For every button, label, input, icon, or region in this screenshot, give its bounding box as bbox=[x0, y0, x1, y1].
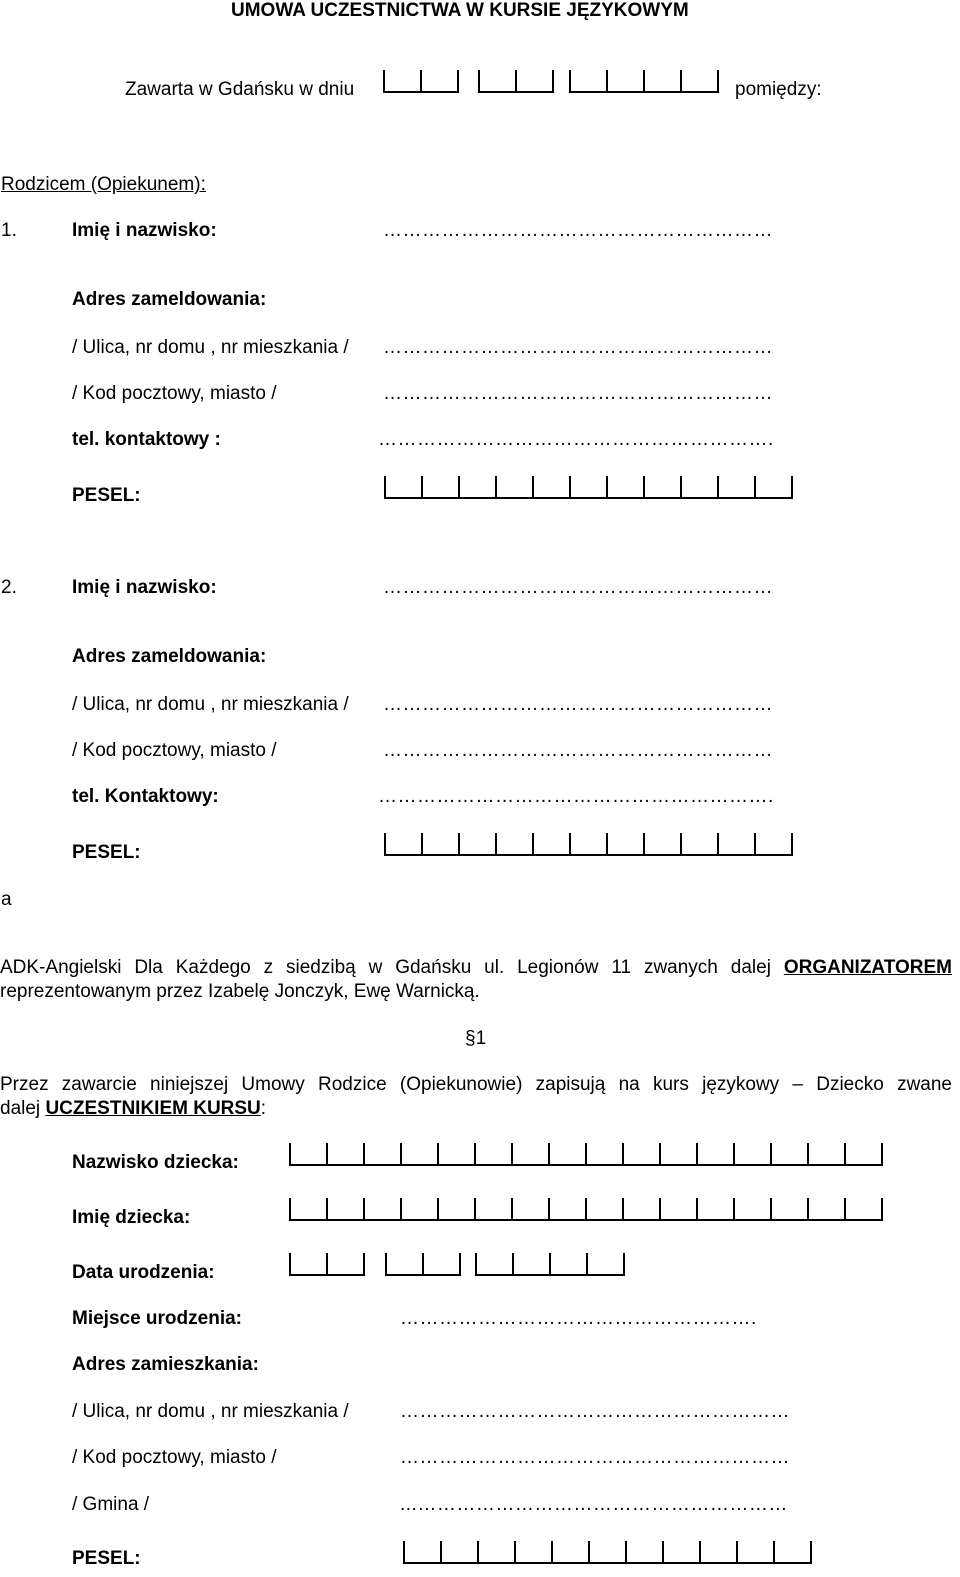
date-year-boxes[interactable] bbox=[569, 70, 719, 94]
parents-heading: Rodzicem (Opiekunem): bbox=[1, 174, 206, 195]
character-box[interactable] bbox=[403, 1541, 440, 1564]
parent1-pesel-label: PESEL: bbox=[72, 485, 141, 506]
participant-term: UCZESTNIKIEM KURSU bbox=[45, 1098, 261, 1119]
character-box[interactable] bbox=[588, 1541, 625, 1564]
parent2-postal-field[interactable]: …………………………………………………… bbox=[383, 741, 773, 760]
character-box[interactable] bbox=[680, 833, 717, 856]
character-box[interactable] bbox=[532, 833, 569, 856]
character-box[interactable] bbox=[736, 1541, 773, 1564]
character-box[interactable] bbox=[515, 70, 554, 93]
character-box[interactable] bbox=[625, 1541, 662, 1564]
enrollment-line-2-prefix: dalej bbox=[0, 1098, 41, 1119]
character-box[interactable] bbox=[569, 476, 606, 499]
character-box[interactable] bbox=[643, 833, 680, 856]
character-box[interactable] bbox=[437, 1198, 474, 1221]
character-box[interactable] bbox=[384, 476, 421, 499]
enrollment-paragraph bbox=[0, 1073, 952, 1121]
character-box[interactable] bbox=[680, 70, 719, 93]
date-month-boxes[interactable] bbox=[478, 70, 554, 94]
parent1-phone-field[interactable]: ……………………………………………………. bbox=[378, 430, 774, 449]
character-box[interactable] bbox=[385, 1253, 422, 1276]
character-box[interactable] bbox=[512, 1253, 549, 1276]
character-box[interactable] bbox=[458, 476, 495, 499]
child-birthdate-label: Data urodzenia: bbox=[72, 1262, 215, 1283]
parent1-name-label: Imię i nazwisko: bbox=[72, 220, 217, 241]
character-box[interactable] bbox=[606, 476, 643, 499]
character-box[interactable] bbox=[717, 476, 754, 499]
child-birthplace-field[interactable]: ………………………………………………. bbox=[400, 1309, 757, 1328]
parent1-name-field[interactable]: …………………………………………………… bbox=[383, 221, 773, 240]
character-box[interactable] bbox=[363, 1143, 400, 1166]
character-box[interactable] bbox=[733, 1198, 770, 1221]
character-box[interactable] bbox=[363, 1198, 400, 1221]
character-box[interactable] bbox=[606, 70, 643, 93]
child-firstname-boxes[interactable] bbox=[289, 1198, 883, 1222]
parent2-name-label: Imię i nazwisko: bbox=[72, 577, 217, 598]
character-box[interactable] bbox=[548, 1198, 585, 1221]
organizer-term: ORGANIZATOREM bbox=[783, 957, 952, 978]
child-municipality-label: / Gmina / bbox=[72, 1494, 150, 1515]
contract-place-date-label: Zawarta w Gdańsku w dniu bbox=[125, 79, 355, 100]
child-pesel-label: PESEL: bbox=[72, 1548, 141, 1569]
organizer-line-1 bbox=[0, 956, 952, 980]
character-box[interactable] bbox=[511, 1143, 548, 1166]
child-postal-field[interactable]: …………………………………………………… bbox=[400, 1448, 790, 1467]
enrollment-line-1: Przez zawarcie niniejszej Umowy Rodzice (Opiekunowie) zapisują na kurs językowy – Dziecko zwane bbox=[0, 1074, 952, 1095]
parent1-address-label: Adres zameldowania: bbox=[72, 289, 267, 310]
character-box[interactable] bbox=[606, 833, 643, 856]
character-box[interactable] bbox=[717, 833, 754, 856]
character-box[interactable] bbox=[477, 1541, 514, 1564]
character-box[interactable] bbox=[754, 833, 793, 856]
contract-date-field[interactable] bbox=[383, 70, 459, 94]
character-box[interactable] bbox=[326, 1253, 365, 1276]
character-box[interactable] bbox=[400, 1143, 437, 1166]
character-box[interactable] bbox=[514, 1541, 551, 1564]
organizer-paragraph bbox=[0, 956, 952, 1004]
organizer-line-2: reprezentowanym przez Izabelę Jonczyk, Ewę Warnicką. bbox=[0, 981, 480, 1002]
character-box[interactable] bbox=[548, 1143, 585, 1166]
between-label: pomiędzy: bbox=[735, 79, 822, 100]
character-box[interactable] bbox=[532, 476, 569, 499]
character-box[interactable] bbox=[643, 70, 680, 93]
child-municipality-field[interactable]: ...………………………………………………… bbox=[400, 1495, 788, 1514]
parent2-postal-label: / Kod pocztowy, miasto / bbox=[72, 740, 277, 761]
child-birthplace-label: Miejsce urodzenia: bbox=[72, 1308, 242, 1329]
character-box[interactable] bbox=[478, 70, 515, 93]
document-title: UMOWA UCZESTNICTWA W KURSIE JĘZYKOWYM bbox=[231, 0, 689, 21]
character-box[interactable] bbox=[475, 1253, 512, 1276]
character-box[interactable] bbox=[289, 1143, 326, 1166]
character-box[interactable] bbox=[383, 70, 420, 93]
character-box[interactable] bbox=[421, 476, 458, 499]
character-box[interactable] bbox=[807, 1143, 844, 1166]
character-box[interactable] bbox=[844, 1198, 883, 1221]
parent1-street-label: / Ulica, nr domu , nr mieszkania / bbox=[72, 337, 349, 358]
parent1-postal-label: / Kod pocztowy, miasto / bbox=[72, 383, 277, 404]
child-street-field[interactable]: …………………………………………………… bbox=[400, 1402, 790, 1421]
character-box[interactable] bbox=[696, 1198, 733, 1221]
character-box[interactable] bbox=[770, 1143, 807, 1166]
character-box[interactable] bbox=[659, 1198, 696, 1221]
character-box[interactable] bbox=[289, 1253, 326, 1276]
section-number: §1 bbox=[465, 1028, 487, 1049]
conjunction-text: a bbox=[1, 889, 12, 910]
character-box[interactable] bbox=[622, 1143, 659, 1166]
child-postal-label: / Kod pocztowy, miasto / bbox=[72, 1447, 277, 1468]
enrollment-line-2-suffix: : bbox=[260, 1098, 267, 1119]
character-box[interactable] bbox=[643, 476, 680, 499]
parent2-street-field[interactable]: …………………………………………………… bbox=[383, 695, 773, 714]
character-box[interactable] bbox=[680, 476, 717, 499]
parent1-postal-field[interactable]: …………………………………………………… bbox=[383, 384, 773, 403]
character-box[interactable] bbox=[549, 1253, 586, 1276]
character-box[interactable] bbox=[384, 833, 421, 856]
character-box[interactable] bbox=[326, 1143, 363, 1166]
child-surname-label: Nazwisko dziecka: bbox=[72, 1152, 239, 1173]
character-box[interactable] bbox=[421, 833, 458, 856]
birthdate-year-boxes[interactable] bbox=[475, 1253, 625, 1277]
character-box[interactable] bbox=[770, 1198, 807, 1221]
parent2-number: 2. bbox=[1, 577, 17, 598]
character-box[interactable] bbox=[585, 1143, 622, 1166]
parent2-phone-field[interactable]: ……………………………………………………. bbox=[378, 787, 774, 806]
character-box[interactable] bbox=[474, 1143, 511, 1166]
birthdate-day-boxes[interactable] bbox=[289, 1253, 365, 1277]
parent2-name-field[interactable]: …………………………………………………… bbox=[383, 578, 773, 597]
parent2-street-label: / Ulica, nr domu , nr mieszkania / bbox=[72, 694, 349, 715]
character-box[interactable] bbox=[699, 1541, 736, 1564]
character-box[interactable] bbox=[440, 1541, 477, 1564]
child-street-label: / Ulica, nr domu , nr mieszkania / bbox=[72, 1401, 349, 1422]
character-box[interactable] bbox=[400, 1198, 437, 1221]
parent2-phone-label: tel. Kontaktowy: bbox=[72, 786, 219, 807]
character-box[interactable] bbox=[807, 1198, 844, 1221]
date-day-boxes[interactable] bbox=[383, 70, 459, 94]
child-pesel-boxes[interactable] bbox=[403, 1541, 812, 1565]
character-box[interactable] bbox=[733, 1143, 770, 1166]
character-box[interactable] bbox=[326, 1198, 363, 1221]
parent1-street-field[interactable]: …………………………………………………… bbox=[383, 338, 773, 357]
parent1-phone-label: tel. kontaktowy : bbox=[72, 429, 221, 450]
parent2-pesel-boxes[interactable] bbox=[384, 833, 793, 857]
character-box[interactable] bbox=[551, 1541, 588, 1564]
character-box[interactable] bbox=[569, 833, 606, 856]
character-box[interactable] bbox=[495, 476, 532, 499]
character-box[interactable] bbox=[622, 1198, 659, 1221]
child-surname-boxes[interactable] bbox=[289, 1143, 883, 1167]
character-box[interactable] bbox=[422, 1253, 461, 1276]
character-box[interactable] bbox=[585, 1198, 622, 1221]
birthdate-month-boxes[interactable] bbox=[385, 1253, 461, 1277]
character-box[interactable] bbox=[659, 1143, 696, 1166]
character-box[interactable] bbox=[420, 70, 459, 93]
parent1-pesel-boxes[interactable] bbox=[384, 476, 793, 500]
organizer-line-1-text: ADK-Angielski Dla Każdego z siedzibą w Gdańsku ul. Legionów 11 zwanych dalej bbox=[0, 957, 771, 978]
character-box[interactable] bbox=[569, 70, 606, 93]
character-box[interactable] bbox=[458, 833, 495, 856]
character-box[interactable] bbox=[289, 1198, 326, 1221]
character-box[interactable] bbox=[586, 1253, 625, 1276]
character-box[interactable] bbox=[773, 1541, 812, 1564]
character-box[interactable] bbox=[754, 476, 793, 499]
parent1-number: 1. bbox=[1, 220, 17, 241]
character-box[interactable] bbox=[495, 833, 532, 856]
character-box[interactable] bbox=[511, 1198, 548, 1221]
child-address-label: Adres zamieszkania: bbox=[72, 1354, 259, 1375]
character-box[interactable] bbox=[437, 1143, 474, 1166]
character-box[interactable] bbox=[696, 1143, 733, 1166]
character-box[interactable] bbox=[474, 1198, 511, 1221]
parent2-pesel-label: PESEL: bbox=[72, 842, 141, 863]
child-firstname-label: Imię dziecka: bbox=[72, 1207, 191, 1228]
parent2-address-label: Adres zameldowania: bbox=[72, 646, 267, 667]
character-box[interactable] bbox=[844, 1143, 883, 1166]
character-box[interactable] bbox=[662, 1541, 699, 1564]
enrollment-line-2 bbox=[0, 1097, 952, 1121]
